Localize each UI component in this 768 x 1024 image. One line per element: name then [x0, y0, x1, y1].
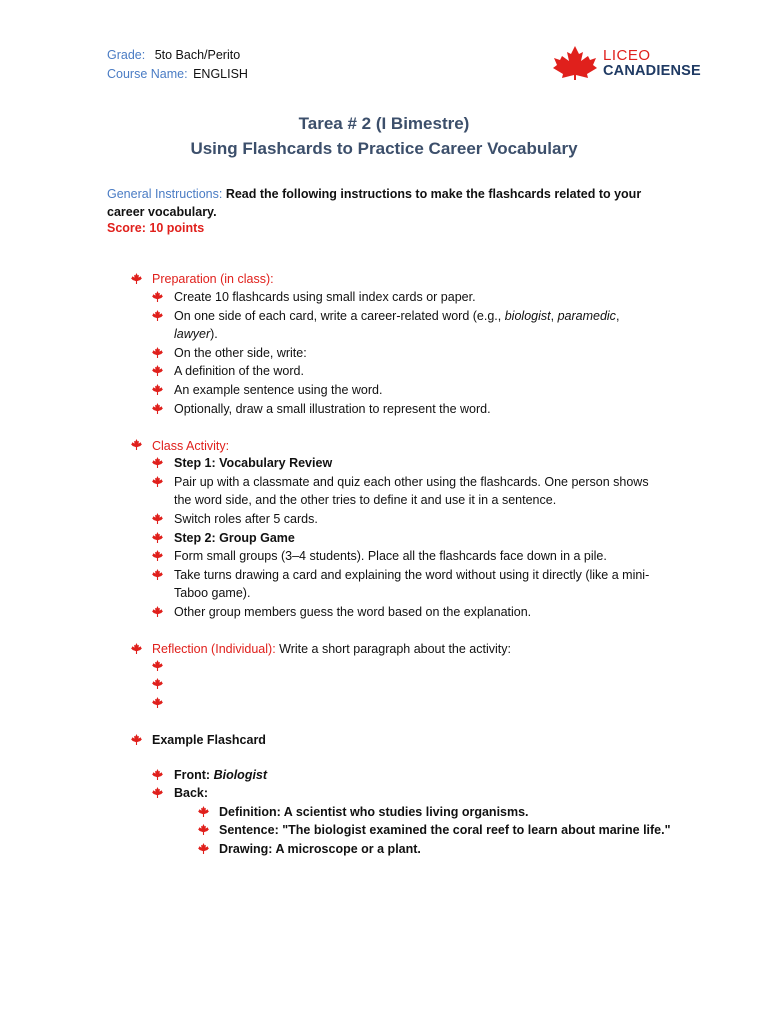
maple-leaf-bullet-icon: [131, 273, 142, 284]
general-instructions: [107, 185, 667, 221]
flashcard-back-label: Back:: [174, 786, 209, 800]
preparation-heading-text: Preparation (in class):: [152, 272, 274, 286]
list-item-continuation: the word side, and the other tries to define it and use it in a sentence.: [174, 493, 557, 507]
list-item: Create 10 flashcards using small index cards or paper.: [174, 290, 476, 304]
course-meta: [107, 46, 248, 84]
grade-value: 5to Bach/Perito: [154, 48, 241, 62]
maple-leaf-bullet-icon: [152, 384, 163, 395]
grade-line: [107, 46, 248, 65]
example-word: lawyer: [174, 327, 211, 341]
list-item: An example sentence using the word.: [174, 383, 383, 397]
list-item: Other group members guess the word based on the explanation.: [174, 605, 532, 619]
instructions-label: General Instructions:: [107, 187, 223, 201]
maple-leaf-bullet-icon: [152, 476, 163, 487]
maple-leaf-bullet-icon: [152, 513, 163, 524]
maple-leaf-bullet-icon: [198, 843, 209, 854]
maple-leaf-bullet-icon: [131, 643, 142, 654]
maple-leaf-bullet-icon: [152, 457, 163, 468]
maple-leaf-bullet-icon: [152, 310, 163, 321]
maple-leaf-bullet-icon: [198, 806, 209, 817]
maple-leaf-bullet-icon: [152, 606, 163, 617]
maple-leaf-bullet-icon: [152, 291, 163, 302]
list-item: On the other side, write:: [174, 346, 307, 360]
example-word: biologist: [504, 309, 551, 323]
doc-title-line2: Using Flashcards to Practice Career Vocabulary: [190, 139, 578, 158]
list-item-continuation: [174, 325, 218, 343]
maple-leaf-bullet-icon: [152, 550, 163, 561]
maple-leaf-bullet-icon: [152, 403, 163, 414]
maple-leaf-bullet-icon: [131, 734, 142, 745]
maple-leaf-bullet-icon: [198, 824, 209, 835]
list-item-text: ).: [210, 327, 218, 341]
flashcard-definition: Definition: A scientist who studies living organisms.: [219, 805, 529, 819]
grade-label: Grade:: [107, 48, 146, 62]
list-item: Pair up with a classmate and quiz each other using the flashcards. One person shows: [174, 475, 649, 489]
maple-leaf-bullet-icon: [131, 439, 142, 450]
class-activity-heading: Class Activity:: [152, 439, 230, 453]
course-line: [107, 65, 248, 84]
school-logo: [550, 44, 710, 84]
score-line: Score: 10 points: [107, 221, 205, 235]
flashcard-front: [174, 766, 267, 784]
course-label: Course Name:: [107, 67, 188, 81]
front-label: Front:: [174, 768, 214, 782]
logo-line1: LICEO: [603, 47, 651, 64]
list-item: Optionally, draw a small illustration to represent the word.: [174, 402, 491, 416]
example-word: paramedic: [557, 309, 616, 323]
maple-leaf-bullet-icon: [152, 678, 163, 689]
reflection-heading: Reflection (Individual):: [152, 642, 276, 656]
preparation-heading: [152, 270, 274, 288]
maple-leaf-bullet-icon: [152, 365, 163, 376]
list-item-text: On one side of each card, write a career-related word (e.g.,: [174, 309, 505, 323]
maple-leaf-bullet-icon: [152, 347, 163, 358]
flashcard-drawing: Drawing: A microscope or a plant.: [219, 842, 421, 856]
course-value: ENGLISH: [193, 67, 248, 81]
maple-leaf-bullet-icon: [152, 787, 163, 798]
maple-leaf-bullet-icon: [152, 660, 163, 671]
list-item: Take turns drawing a card and explaining the word without using it directly (like a mini-: [174, 568, 650, 582]
maple-leaf-logo-icon: [550, 44, 600, 80]
maple-leaf-bullet-icon: [152, 569, 163, 580]
list-item: Form small groups (3–4 students). Place all the flashcards face down in a pile.: [174, 549, 607, 563]
maple-leaf-bullet-icon: [152, 532, 163, 543]
front-word: Biologist: [213, 768, 268, 782]
list-item: Switch roles after 5 cards.: [174, 512, 318, 526]
list-item-continuation: Taboo game).: [174, 586, 251, 600]
logo-line2: CANADIENSE: [603, 63, 701, 79]
list-item: On one side of each card, write a career-related word (e.g., biologist, paramedic,: [174, 309, 620, 323]
instructions-text: Read the following instructions to make the flashcards related to your career vocabulary.: [107, 187, 642, 219]
maple-leaf-bullet-icon: [152, 769, 163, 780]
reflection-text: Write a short paragraph about the activity:: [275, 642, 511, 656]
example-heading: Example Flashcard: [152, 733, 266, 747]
step1-heading: Step 1: Vocabulary Review: [174, 456, 333, 470]
step2-heading: Step 2: Group Game: [174, 531, 295, 545]
reflection-line: [152, 640, 511, 658]
doc-title-line1: Tarea # 2 (I Bimestre): [298, 114, 470, 133]
list-item: A definition of the word.: [174, 364, 304, 378]
maple-leaf-bullet-icon: [152, 697, 163, 708]
flashcard-sentence: Sentence: "The biologist examined the coral reef to learn about marine life.": [219, 823, 671, 837]
